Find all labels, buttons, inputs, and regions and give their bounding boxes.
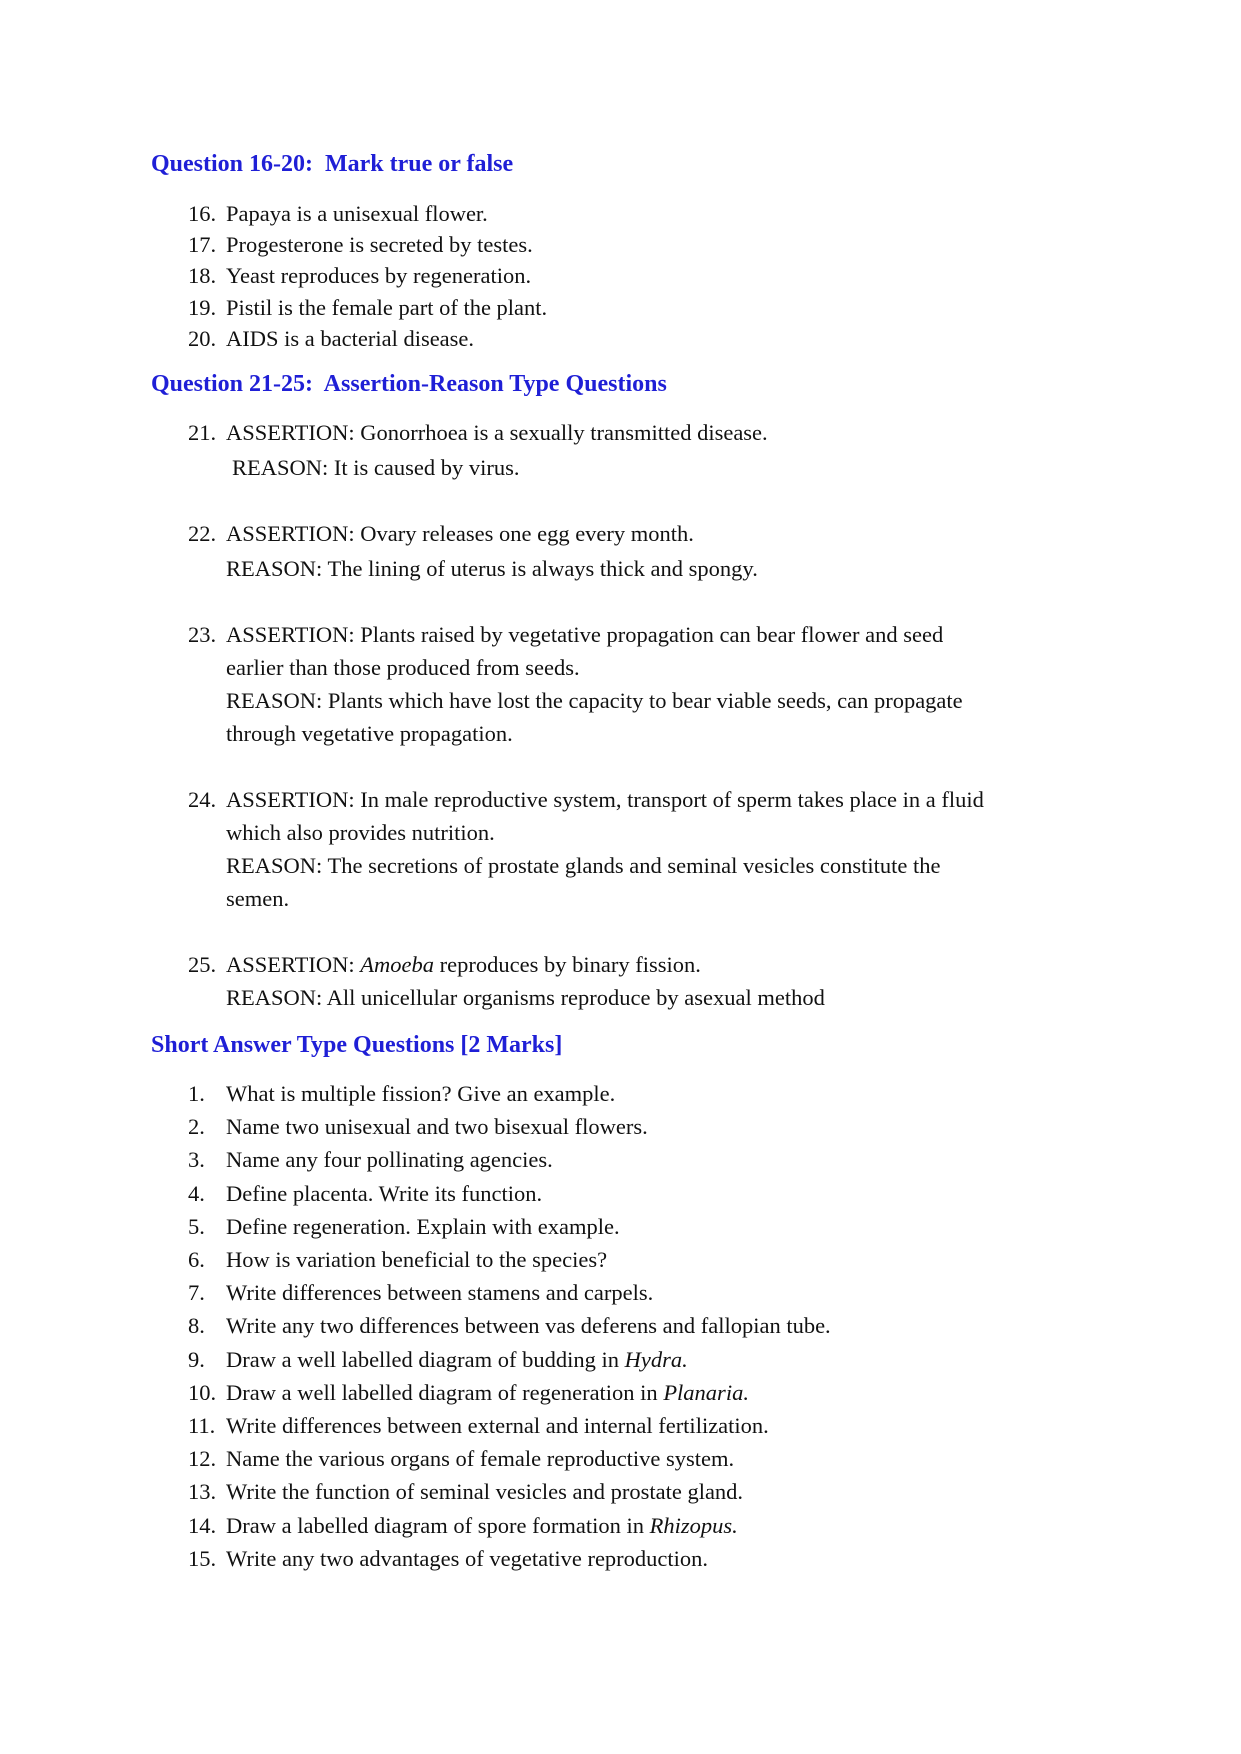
section-heading-assertion-reason: Question 21-25: Assertion-Reason Type Questions — [151, 371, 667, 397]
short-answer-list — [0, 1077, 1241, 1575]
list-item — [0, 1077, 1086, 1110]
reason-text: REASON: The lining of uterus is always thick and spongy. — [226, 556, 758, 581]
item-text: Papaya is a unisexual flower. — [226, 201, 488, 226]
list-item — [0, 1210, 1086, 1243]
item-text: Define placenta. Write its function. — [226, 1180, 543, 1206]
list-item — [0, 1143, 1086, 1176]
list-item — [0, 783, 1086, 915]
item-number: 21. — [188, 420, 217, 445]
list-item — [0, 1376, 1086, 1409]
species-name: Rhizopus. — [649, 1512, 738, 1538]
reason-text: REASON: It is caused by virus. — [232, 455, 520, 480]
item-number: 20. — [188, 325, 217, 351]
item-number: 8. — [188, 1313, 205, 1339]
list-item — [0, 1509, 1086, 1542]
list-item — [0, 618, 1086, 750]
item-text — [226, 1343, 1086, 1376]
item-number: 6. — [188, 1247, 205, 1273]
item-text: Name the various organs of female reproductive system. — [226, 1446, 735, 1472]
item-text: Yeast reproduces by regeneration. — [226, 263, 532, 289]
assertion-text: ASSERTION: In male reproductive system, transport of sperm takes place in a fluid — [226, 787, 984, 812]
item-number: 10. — [188, 1379, 217, 1405]
item-number: 22. — [188, 521, 217, 546]
item-text: Pistil is the female part of the plant. — [226, 294, 548, 320]
list-item — [0, 1309, 1086, 1342]
section-heading-true-false: Question 16-20: Mark true or false — [151, 151, 514, 177]
item-text: Write any two differences between vas deferens and fallopian tube. — [226, 1313, 831, 1339]
list-item — [0, 323, 1086, 354]
item-number: 16. — [188, 201, 217, 226]
item-number: 24. — [188, 787, 217, 812]
list-item — [0, 1177, 1086, 1210]
item-text: Write any two advantages of vegetative reproduction. — [226, 1545, 709, 1571]
item-number: 4. — [188, 1180, 205, 1206]
reason-text: REASON: Plants which have lost the capacity to bear viable seeds, can propagate — [226, 688, 963, 713]
list-item — [0, 292, 1086, 323]
item-text: Write differences between stamens and carpels. — [226, 1280, 654, 1306]
item-text: What is multiple fission? Give an example. — [226, 1081, 616, 1106]
assertion-suffix: reproduces by binary fission. — [434, 952, 701, 977]
item-text: Name any four pollinating agencies. — [226, 1147, 553, 1173]
item-number: 17. — [188, 232, 217, 258]
item-text: Progesterone is secreted by testes. — [226, 232, 533, 258]
item-number: 9. — [188, 1346, 205, 1372]
item-text: Define regeneration. Explain with example. — [226, 1213, 620, 1239]
item-number: 18. — [188, 263, 217, 289]
item-number: 25. — [188, 952, 217, 977]
item-text: How is variation beneficial to the species? — [226, 1247, 608, 1273]
reason-text: REASON: All unicellular organisms reproduce by asexual method — [226, 985, 825, 1010]
list-item — [0, 1276, 1086, 1309]
list-item — [0, 198, 1086, 229]
item-number: 5. — [188, 1213, 205, 1239]
true-false-list — [0, 198, 1241, 354]
list-item — [0, 1442, 1086, 1475]
item-text-main: Draw a well labelled diagram of budding in — [226, 1346, 625, 1372]
reason-text: REASON: The secretions of prostate glands and seminal vesicles constitute the — [226, 853, 941, 878]
item-number: 13. — [188, 1479, 217, 1505]
item-number: 7. — [188, 1280, 205, 1306]
assertion-text: ASSERTION: Ovary releases one egg every month. — [226, 521, 694, 546]
section-heading-short-answer: Short Answer Type Questions [2 Marks] — [151, 1032, 563, 1058]
item-text: Write the function of seminal vesicles and prostate gland. — [226, 1479, 744, 1505]
species-name: Hydra. — [624, 1346, 688, 1372]
item-text-main: Draw a well labelled diagram of regeneration in — [226, 1379, 664, 1405]
item-number: 14. — [188, 1512, 217, 1538]
item-number: 12. — [188, 1446, 217, 1472]
list-item — [0, 416, 1086, 484]
list-item — [0, 1542, 1086, 1575]
list-item — [0, 1343, 1086, 1376]
item-number: 15. — [188, 1545, 217, 1571]
assertion-reason-list — [0, 416, 1241, 1014]
item-number: 23. — [188, 622, 217, 647]
list-item — [0, 229, 1086, 260]
reason-text-continued: semen. — [226, 886, 290, 911]
assertion-text: ASSERTION: Gonorrhoea is a sexually transmitted disease. — [226, 420, 768, 445]
list-item — [0, 1243, 1086, 1276]
species-name: Amoeba — [360, 952, 435, 977]
item-text: AIDS is a bacterial disease. — [226, 325, 475, 351]
list-item — [0, 260, 1086, 291]
item-text: Name two unisexual and two bisexual flowers. — [226, 1114, 648, 1140]
item-text — [226, 1376, 1086, 1409]
list-item — [0, 948, 1086, 1014]
assertion-prefix: ASSERTION: — [226, 952, 361, 977]
item-text: Write differences between external and internal fertilization. — [226, 1413, 769, 1439]
assertion-text: ASSERTION: Plants raised by vegetative propagation can bear flower and seed — [226, 622, 944, 647]
item-number: 3. — [188, 1147, 205, 1173]
list-item — [0, 1110, 1086, 1143]
list-item — [0, 1409, 1086, 1442]
list-item — [0, 1475, 1086, 1508]
item-text — [226, 1509, 1086, 1542]
species-name: Planaria. — [663, 1379, 749, 1405]
assertion-text — [226, 948, 1086, 981]
assertion-text-continued: earlier than those produced from seeds. — [226, 655, 580, 680]
list-item — [0, 517, 1086, 585]
item-number: 1. — [188, 1081, 205, 1106]
assertion-text-continued: which also provides nutrition. — [226, 820, 495, 845]
item-number: 2. — [188, 1114, 205, 1140]
item-number: 19. — [188, 294, 217, 320]
item-number: 11. — [188, 1413, 216, 1439]
reason-text-continued: through vegetative propagation. — [226, 721, 513, 746]
item-text-main: Draw a labelled diagram of spore formation in — [226, 1512, 650, 1538]
